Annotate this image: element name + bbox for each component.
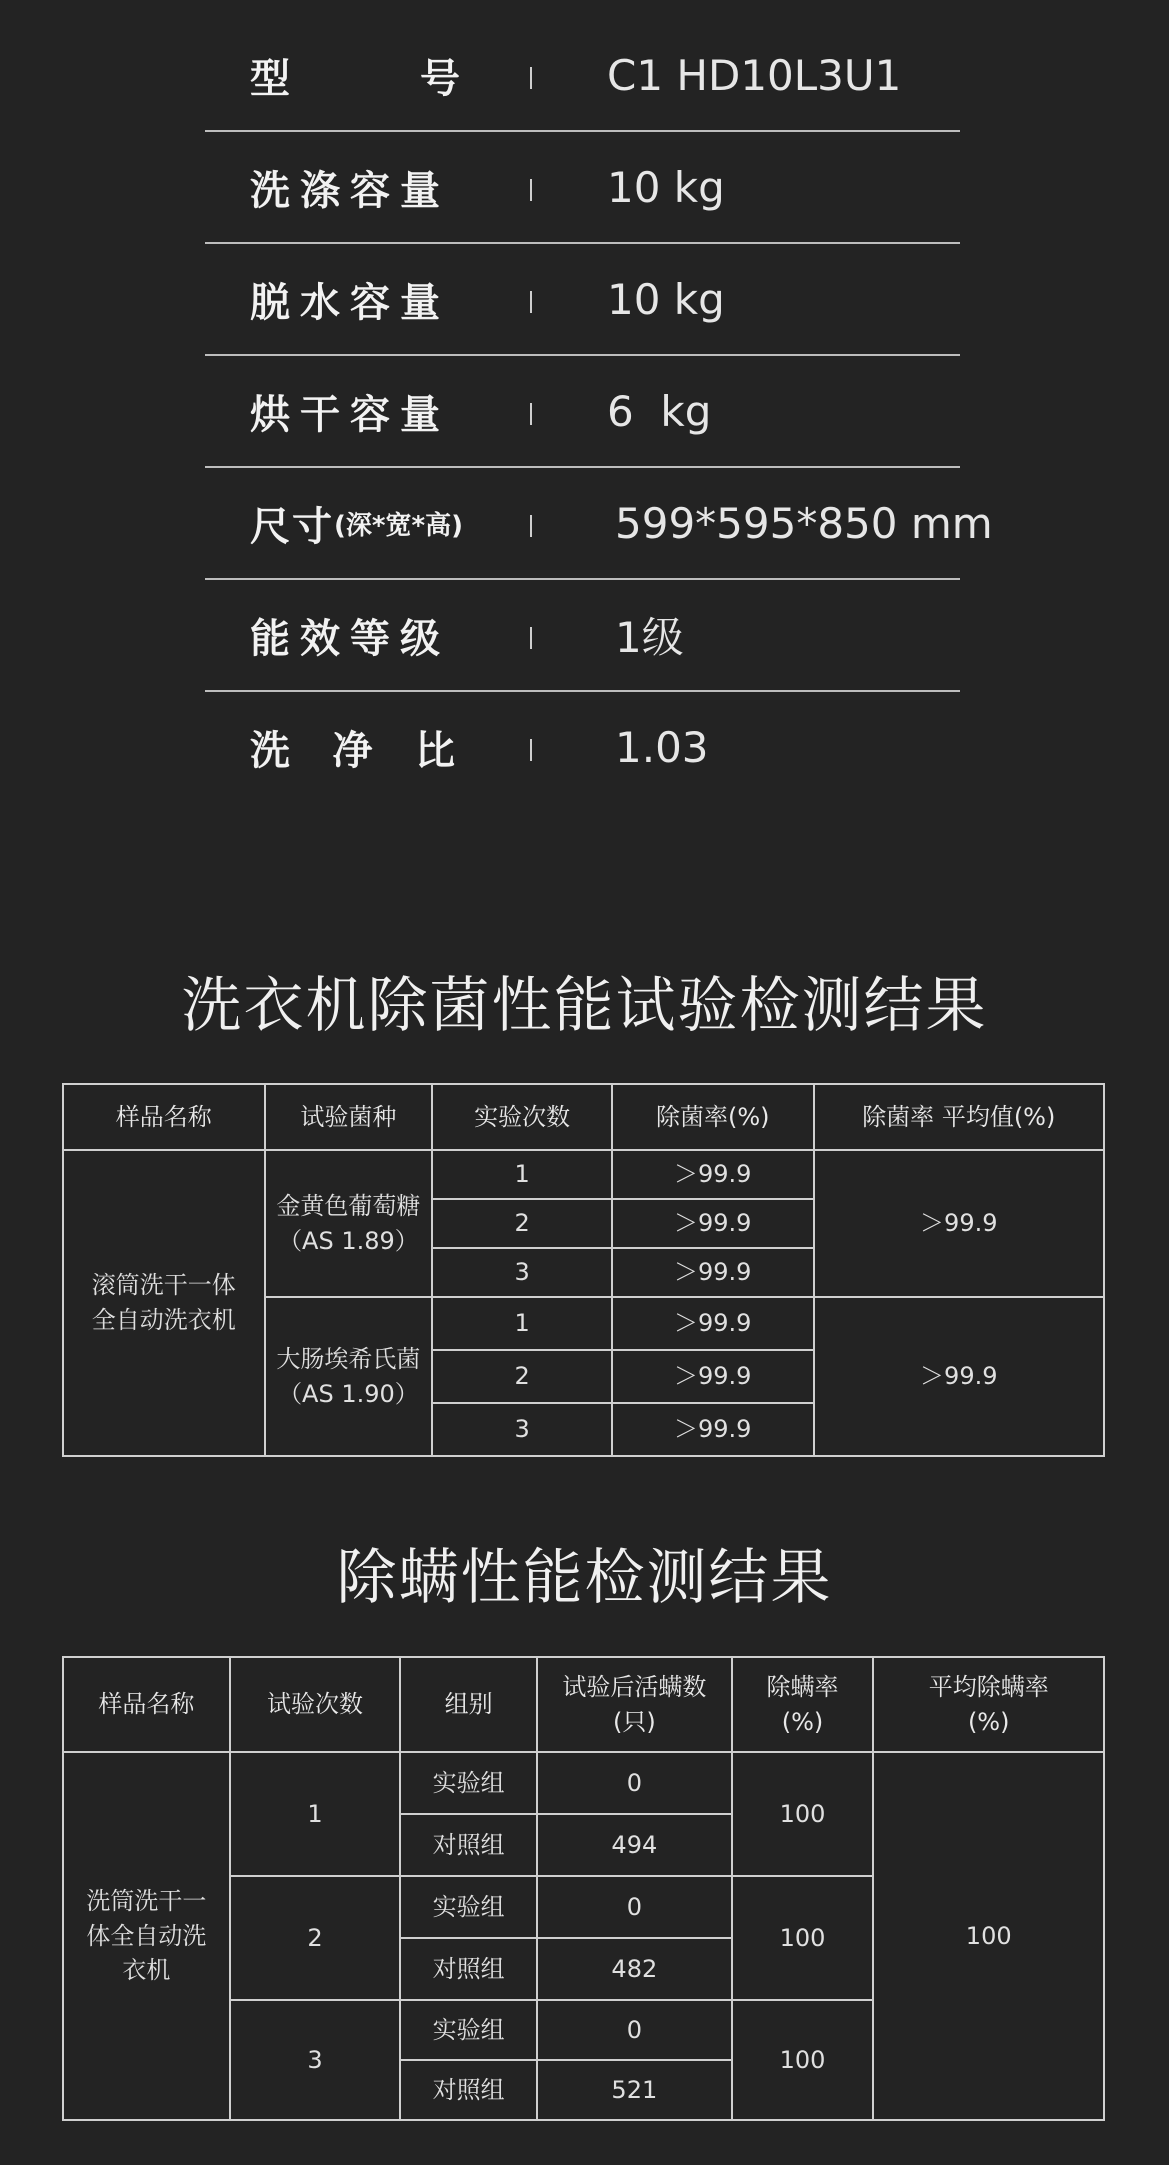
spec-row-energy-grade [205,580,960,692]
spec-row-wash-ratio [205,692,960,802]
separator [530,67,532,89]
sample-name-line: 滚筒洗干一体 [91,1271,236,1300]
table-header-row [63,1657,1104,1752]
rate-cell: 100 [732,1752,874,1876]
rate-cell: ＞99.9 [612,1199,814,1248]
count-cell: 0 [537,2000,732,2060]
group-cell: 对照组 [400,1938,537,2000]
spec-value: 599*595*850 mm [615,498,993,548]
group-cell: 实验组 [400,2000,537,2060]
spec-value: 10 kg [607,162,725,212]
spec-row-wash-capacity [205,132,960,244]
column-header: 试验后活螨数 (只) [537,1657,732,1752]
spec-label [250,47,460,104]
trial-cell: 1 [230,1752,401,1876]
count-cell: 482 [537,1938,732,2000]
table-row [63,1150,1104,1199]
trial-cell: 3 [432,1403,612,1456]
antimite-title: 除螨性能检测结果 [336,1543,833,1613]
trial-cell: 3 [230,2000,401,2120]
rate-cell: ＞99.9 [612,1248,814,1297]
rate-cell: ＞99.9 [612,1350,814,1403]
strain-name: 大肠埃希氏菌 [276,1344,421,1373]
separator [530,179,532,201]
sample-name-line: 洗筒洗干一 [86,1886,207,1915]
sample-name-line: 衣机 [122,1956,171,1985]
sample-name-cell [63,1150,265,1456]
spec-row-model [205,20,960,132]
average-cell: 100 [873,1752,1104,2120]
column-header: 除螨率 (%) [732,1657,874,1752]
rate-cell: 100 [732,2000,874,2120]
strain-code: （AS 1.89） [278,1226,419,1255]
column-header: 除菌率(%) [612,1084,814,1150]
separator [530,515,532,537]
spec-label-suffix: (深*宽*高) [334,510,463,541]
spec-value: C1 HD10L3U1 [607,50,902,100]
spec-label-char: 型 [250,55,290,102]
spec-label-text [250,719,455,776]
spec-list [205,20,993,802]
rate-cell: ＞99.9 [612,1297,814,1350]
spec-label-char: 号 [420,55,460,102]
spec-label-char: 比 [415,727,455,774]
spec-row-dimensions [205,468,993,580]
column-header: 除菌率 平均值(%) [814,1084,1104,1150]
spec-label: 脱水容量 [250,279,450,326]
antibacterial-table [62,1083,1105,1457]
trial-cell: 3 [432,1248,612,1297]
spec-label [250,20,460,130]
column-header: 试验次数 [230,1657,401,1752]
spec-label-char: 净 [332,727,373,774]
trial-cell: 2 [230,1876,401,2000]
spec-row-dry-capacity [205,356,960,468]
separator [530,291,532,313]
column-header: 组别 [400,1657,537,1752]
group-cell: 对照组 [400,2060,537,2120]
trial-cell: 1 [432,1150,612,1199]
antibacterial-title: 洗衣机除菌性能试验检测结果 [181,971,988,1041]
spec-label: 能效等级 [250,615,450,662]
column-header: 样品名称 [63,1084,265,1150]
sample-name-cell [63,1752,230,2120]
spec-value: 1级 [615,613,684,662]
column-header: 平均除螨率 (%) [873,1657,1104,1752]
antimite-table [62,1656,1105,2121]
spec-label: 洗涤容量 [250,167,450,214]
spec-value: 1.03 [615,722,709,772]
group-cell: 实验组 [400,1752,537,1814]
trial-cell: 2 [432,1350,612,1403]
rate-cell: ＞99.9 [612,1150,814,1199]
spec-value: 6 kg [607,386,712,436]
trial-cell: 1 [432,1297,612,1350]
count-cell: 494 [537,1814,732,1876]
strain-name: 金黄色葡萄糖 [276,1191,421,1220]
count-cell: 521 [537,2060,732,2120]
column-header: 实验次数 [432,1084,612,1150]
separator [530,739,532,761]
spec-label-char: 洗 [250,727,290,774]
separator [530,627,532,649]
strain-cell [265,1297,433,1456]
group-cell: 对照组 [400,1814,537,1876]
sample-name-line: 全自动洗衣机 [91,1306,236,1334]
table-header-row [63,1084,1104,1150]
separator [530,403,532,425]
column-header: 试验菌种 [265,1084,433,1150]
rate-cell: 100 [732,1876,874,2000]
count-cell: 0 [537,1876,732,1938]
strain-cell [265,1150,433,1297]
spec-label [250,468,470,578]
sample-name-line: 体全自动洗 [86,1921,207,1950]
spec-label-main: 尺寸 [250,503,334,550]
table-row [63,1752,1104,1814]
spec-row-spin-capacity [205,244,960,356]
column-header: 样品名称 [63,1657,230,1752]
count-cell: 0 [537,1752,732,1814]
average-cell: ＞99.9 [814,1297,1104,1456]
spec-value: 10 kg [607,274,725,324]
rate-cell: ＞99.9 [612,1403,814,1456]
spec-label [250,692,470,802]
group-cell: 实验组 [400,1876,537,1938]
strain-code: （AS 1.90） [278,1379,419,1408]
average-cell: ＞99.9 [814,1150,1104,1297]
spec-label: 烘干容量 [250,391,450,438]
trial-cell: 2 [432,1199,612,1248]
